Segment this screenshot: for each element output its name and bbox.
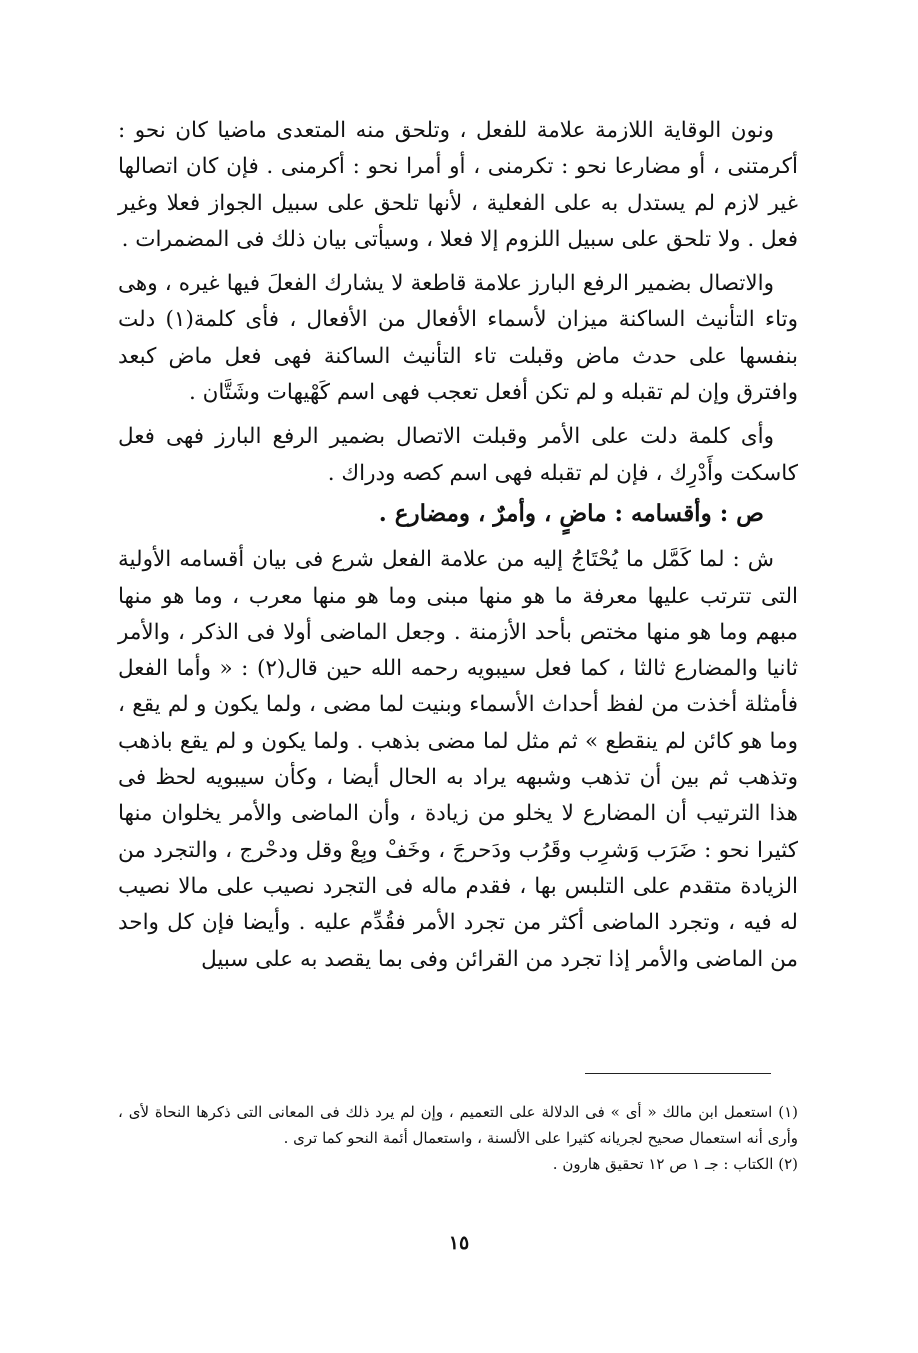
section-heading: ص : وأقسامه : ماضٍ ، وأمرٌ ، ومضارع . xyxy=(378,499,764,527)
main-text xyxy=(118,113,798,978)
footnotes xyxy=(118,1099,798,1177)
paragraph-amr: وأى كلمة دلت على الأمر وقبلت الاتصال بضمير الرفع البارز فهى فعل كاسكت وأَدْرِك ، فإن لم تقبله فهى اسم كصه ودراك . xyxy=(118,424,798,486)
footnote-2: (٢) الكتاب : جـ ١ ص ١٢ تحقيق هارون . xyxy=(552,1155,798,1173)
paragraph-nun-wiqaya: ونون الوقاية اللازمة علامة للفعل ، وتلحق منه المتعدى ماضيا كان نحو : أكرمتنى ، أو مضارعا نحو : تكرمنى ، أو أمرا نحو : أكرمنى . فإن كان اتصالها غير لازم لم يستدل به على الفعلية ، لأنها تلحق على سبيل الجواز فعلا وغير فعل . ولا تلحق على سبيل اللزوم إلا فعلا ، وسيأتى بيان ذلك فى المضمرات . xyxy=(118,118,798,252)
page-number: ١٥ xyxy=(448,1232,470,1254)
footnote-divider xyxy=(585,1073,771,1074)
footnote-1: (١) استعمل ابن مالك « أى » فى الدلالة على التعميم ، وإن لم يرد ذلك فى المعانى التى ذكرها النحاة لأى ، وأرى أنه استعمال صحيح لجريانه كثيرا على الألسنة ، واستعمال أئمة النحو كما ترى . xyxy=(118,1103,798,1147)
paragraph-ittisal: والاتصال بضمير الرفع البارز علامة قاطعة لا يشارك الفعلَ فيها غيره ، وهى وتاء التأنيث الساكنة ميزان لأسماء الأفعال من الأفعال ، فأى كلمة(١) دلت بنفسها على حدث ماض وقبلت تاء التأنيث الساكنة فهى فعل ماض كبعد وافترق وإن لم تقبله و لم تكن أفعل تعجب فهى اسم كَهْيهات وشَتَّان . xyxy=(118,271,798,406)
commentary-paragraph: ش : لما كَمَّل ما يُحْتَاجُ إليه من علامة الفعل شرع فى بيان أقسامه الأولية التى تترتب عليها معرفة ما هو منها مبنى وما هو منها معرب ، وما هو منها مبهم وما هو منها مختص بأحد الأزمنة . وجعل الماضى أولا فى الذكر ، والأمر ثانيا والمضارع ثالثا ، كما فعل سيبويه رحمه الله حين قال(٢) : « وأما الفعل فأمثلة أخذت من لفظ أحداث الأسماء وبنيت لما مضى ، ولما يكون و لم يقع ، وما هو كائن لم ينقطع » ثم مثل لما مضى بذهب . ولما يكون و لم يقع باذهب وتذهب ثم بين أن تذهب وشبهه يراد به الحال أيضا ، وكأن سيبويه لحظ فى هذا الترتيب أن المضارع لا يخلو من زيادة ، وأن الماضى والأمر يخلوان منها كثيرا نحو : ضَرَب وَشرِب وقَرُب ودَحرجَ ، وخَفْ وبِعْ وقل ودحْرج ، والتجرد من الزيادة متقدم على التلبس بها ، فقدم ماله فى التجرد نصيب على مالا نصيب له فيه ، وتجرد الماضى أكثر من تجرد الأمر فقُدِّم عليه . وأيضا فإن كل واحد من الماضى والأمر إذا تجرد من القرائن وفى بما يقصد به على سبيل xyxy=(118,547,799,972)
